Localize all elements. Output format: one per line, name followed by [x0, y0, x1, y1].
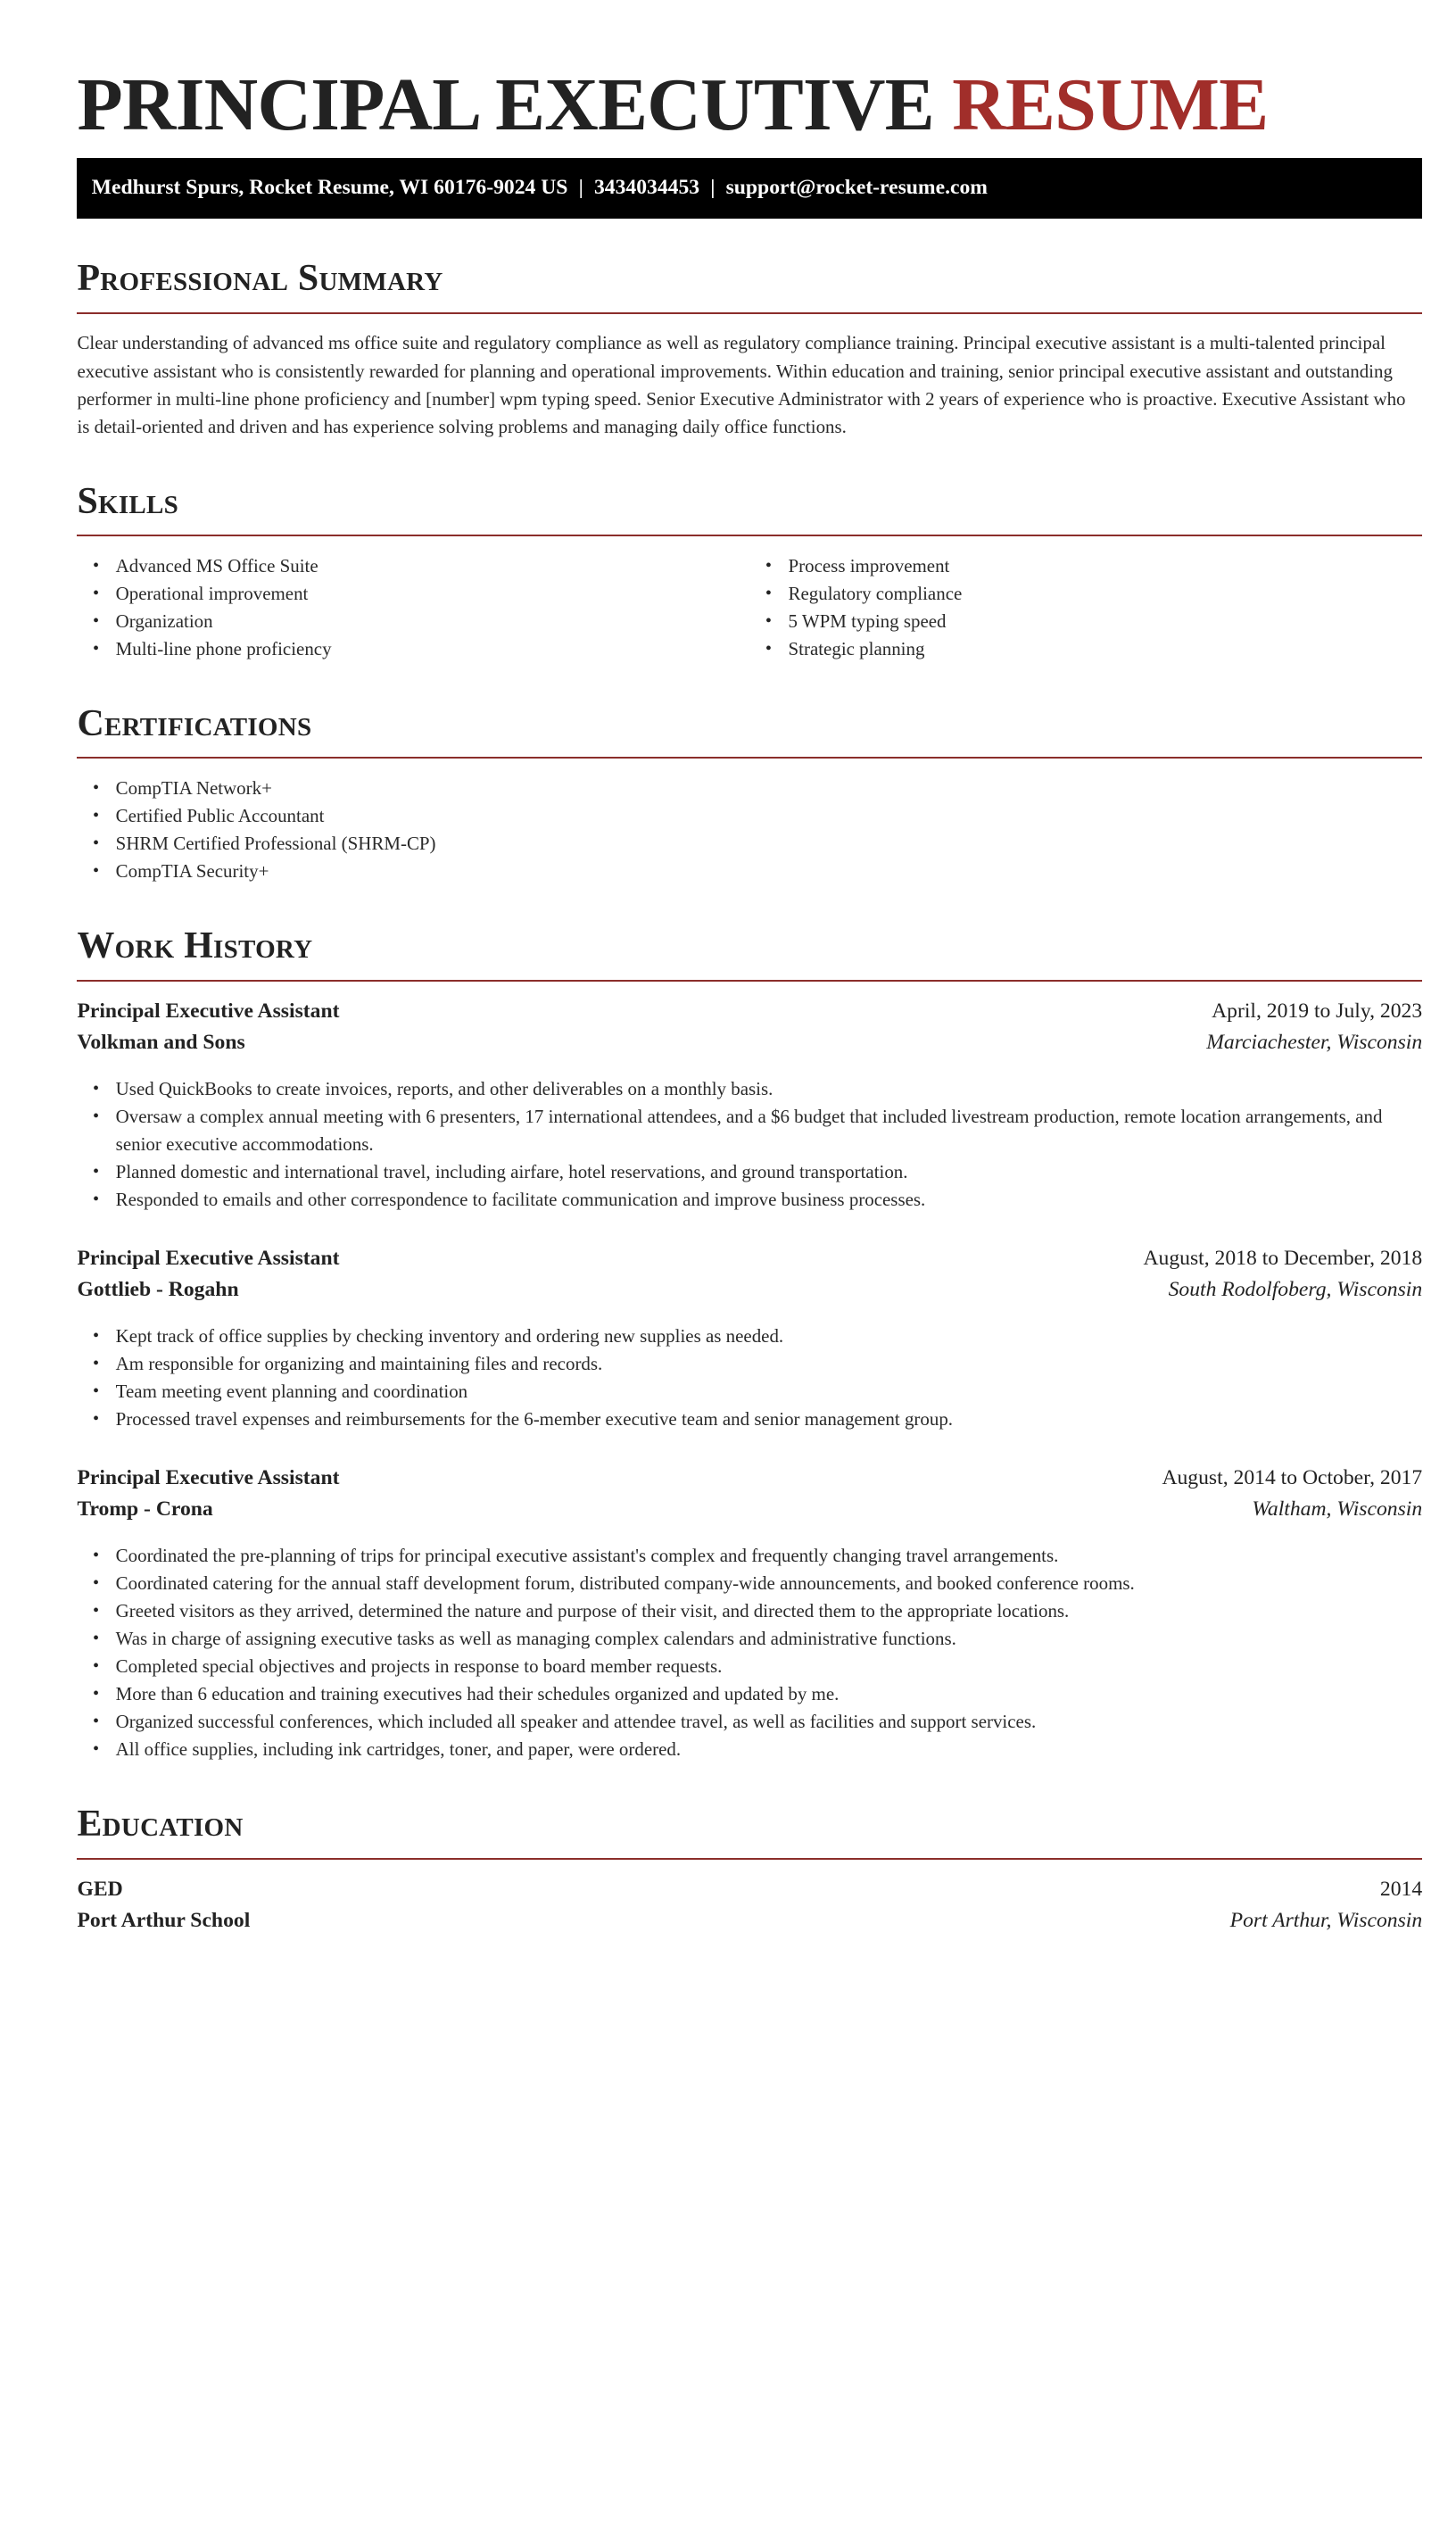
- job-bullet: • Coordinated the pre-planning of trips for principal executive assistant's complex and frequently changing travel arrangements.: [116, 1542, 1422, 1570]
- skill-item: • Strategic planning: [789, 635, 1423, 663]
- contact-phone: 3434034453: [593, 175, 700, 199]
- education-location: Port Arthur, Wisconsin: [1229, 1909, 1423, 1933]
- skills-list-right: [749, 552, 1422, 663]
- work-history-section: [77, 926, 1422, 1763]
- skill-item: • Process improvement: [789, 552, 1423, 580]
- job-bullet: • Greeted visitors as they arrived, determined the nature and purpose of their visit, and directed them to the appropriate locations.: [116, 1597, 1422, 1625]
- skill-item: • Multi-line phone proficiency: [116, 635, 750, 663]
- certification-item: • CompTIA Network+: [116, 775, 1422, 802]
- job-title: Principal Executive Assistant: [77, 999, 340, 1023]
- summary-section: [77, 259, 1422, 440]
- job-bullet: • Planned domestic and international travel, including airfare, hotel reservations, and ground transportation.: [116, 1158, 1422, 1186]
- certification-item: • SHRM Certified Professional (SHRM-CP): [116, 830, 1422, 858]
- resume-content: [77, 62, 1423, 1941]
- skills-section: [77, 482, 1422, 663]
- job-header-row: [77, 999, 1422, 1031]
- job-bullet: • More than 6 education and training executives had their schedules organized and updated by me.: [116, 1680, 1422, 1708]
- contact-separator: |: [578, 175, 583, 199]
- section-divider: [77, 1858, 1422, 1860]
- job-company: Gottlieb - Rogahn: [77, 1277, 239, 1301]
- skill-item: • Organization: [116, 608, 750, 635]
- certifications-section: [77, 704, 1422, 885]
- skill-item: • Advanced MS Office Suite: [116, 552, 750, 580]
- contact-address: Medhurst Spurs, Rocket Resume, WI 60176-9024 US: [91, 175, 568, 199]
- job-bullet: • Was in charge of assigning executive tasks as well as managing complex calendars and administrative functions.: [116, 1625, 1422, 1653]
- job-bullet: • Organized successful conferences, which included all speaker and attendee travel, as well as facilities and support services.: [116, 1708, 1422, 1736]
- job-company-row: [77, 1278, 1422, 1309]
- job-location: Marciachester, Wisconsin: [1206, 1030, 1423, 1054]
- job-company: Tromp - Crona: [77, 1497, 213, 1521]
- job-company-row: [77, 1031, 1422, 1062]
- job-dates: August, 2018 to December, 2018: [1143, 1246, 1423, 1270]
- skills-list-left: [77, 552, 749, 663]
- job-entry: [77, 1247, 1422, 1433]
- job-title: Principal Executive Assistant: [77, 1246, 340, 1270]
- job-bullet: • Used QuickBooks to create invoices, reports, and other deliverables on a monthly basis.: [116, 1075, 1422, 1103]
- certifications-heading: Certifications: [77, 702, 312, 744]
- job-bullet: • Am responsible for organizing and maintaining files and records.: [116, 1350, 1422, 1378]
- job-bullets: [77, 1542, 1422, 1764]
- education-section: [77, 1804, 1422, 1940]
- contact-email[interactable]: support@rocket-resume.com: [725, 175, 988, 199]
- skill-item: • Operational improvement: [116, 580, 750, 608]
- job-location: Waltham, Wisconsin: [1252, 1497, 1423, 1521]
- job-title: Principal Executive Assistant: [77, 1465, 340, 1489]
- education-entry: [77, 1878, 1422, 1940]
- work-history-heading: Work History: [77, 925, 313, 967]
- title-accent: RESUME: [952, 62, 1269, 146]
- section-divider: [77, 535, 1422, 536]
- job-company-row: [77, 1497, 1422, 1529]
- skill-item: • Regulatory compliance: [789, 580, 1423, 608]
- job-bullet: • Coordinated catering for the annual staff development forum, distributed company-wide announcements, and booked conference rooms.: [116, 1570, 1422, 1597]
- job-bullet: • All office supplies, including ink cartridges, toner, and paper, were ordered.: [116, 1736, 1422, 1763]
- job-header-row: [77, 1247, 1422, 1278]
- job-location: South Rodolfoberg, Wisconsin: [1168, 1277, 1423, 1301]
- education-year: 2014: [1379, 1878, 1423, 1902]
- job-bullet: • Oversaw a complex annual meeting with 6 presenters, 17 international attendees, and a $6 budget that included livestream production, remote location arrangements, and senior executive accommodations.: [116, 1103, 1422, 1158]
- education-school-row: [77, 1909, 1422, 1940]
- certifications-list: [77, 775, 1422, 885]
- job-entry: [77, 1466, 1422, 1764]
- education-school: Port Arthur School: [77, 1909, 251, 1933]
- skills-grid: [77, 552, 1422, 663]
- education-heading: Education: [77, 1804, 244, 1845]
- job-header-row: [77, 1466, 1422, 1497]
- job-entry: [77, 999, 1422, 1215]
- certification-item: • CompTIA Security+: [116, 858, 1422, 885]
- title-main: PRINCIPAL EXECUTIVE: [77, 62, 934, 146]
- job-bullet: • Processed travel expenses and reimbursements for the 6-member executive team and senior management group.: [116, 1406, 1422, 1433]
- job-dates: August, 2014 to October, 2017: [1162, 1465, 1423, 1489]
- skill-item: • 5 WPM typing speed: [789, 608, 1423, 635]
- contact-bar: [77, 158, 1422, 219]
- job-bullet: • Responded to emails and other correspondence to facilitate communication and improve business processes.: [116, 1186, 1422, 1214]
- job-bullets: [77, 1323, 1422, 1433]
- certification-item: • Certified Public Accountant: [116, 802, 1422, 830]
- job-company: Volkman and Sons: [77, 1030, 245, 1054]
- section-divider: [77, 980, 1422, 982]
- job-bullet: • Completed special objectives and projects in response to board member requests.: [116, 1653, 1422, 1680]
- education-degree: GED: [77, 1878, 123, 1902]
- job-dates: April, 2019 to July, 2023: [1212, 999, 1423, 1023]
- skills-heading: Skills: [77, 480, 179, 522]
- summary-heading: Professional Summary: [77, 258, 443, 300]
- job-bullet: • Team meeting event planning and coordination: [116, 1378, 1422, 1406]
- section-divider: [77, 757, 1422, 759]
- section-divider: [77, 312, 1422, 314]
- resume-title: [77, 62, 1422, 158]
- contact-separator: |: [710, 175, 716, 199]
- summary-text: Clear understanding of advanced ms office suite and regulatory compliance as well as regulatory compliance training. Principal executive assistant is a multi-talented principal executive assistant who is consistently rewarded for planning and operational improvements. Within education and training, senior principal executive assistant and outstanding performer in multi-line phone proficiency and [number] wpm typing speed. Senior Executive Administrator with 2 years of experience who is proactive. Executive Assistant who is detail-oriented and driven and has experience solving problems and managing daily office functions.: [77, 332, 1406, 437]
- job-bullet: • Kept track of office supplies by checking inventory and ordering new supplies as needed.: [116, 1323, 1422, 1350]
- job-bullets: [77, 1075, 1422, 1214]
- education-header-row: [77, 1878, 1422, 1909]
